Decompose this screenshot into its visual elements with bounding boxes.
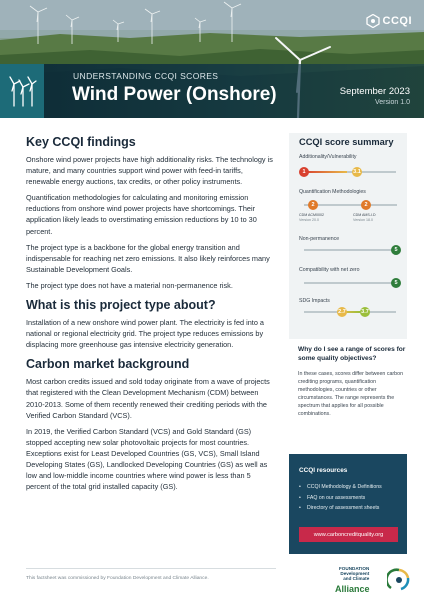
resource-link[interactable]: • FAQ on our assessments (299, 494, 366, 501)
resources-list (299, 482, 382, 514)
logo-text: CCQI (382, 15, 412, 27)
score-range-fill (304, 171, 347, 173)
method-label: CDM AMS-I.D Version 18.0 (353, 213, 376, 222)
ccqi-logo (366, 14, 413, 28)
footer-note: This factsheet was commissioned by Foundation Development and Climate Alliance. (26, 576, 209, 581)
score-dot: 3.1 (353, 169, 361, 175)
footer-divider (26, 568, 276, 569)
partner-logo-icon (387, 566, 411, 592)
partner-logo-name: Alliance (335, 584, 370, 594)
score-dot: 3.7 (361, 309, 369, 315)
score-row-label: Quantification Methodologies (299, 189, 366, 195)
score-summary-panel (289, 133, 407, 339)
website-link-button[interactable]: www.carboncreditquality.org (299, 527, 398, 542)
publication-date: September 2023 (339, 86, 410, 97)
score-row-label: Additionality/Vulnerability (299, 154, 357, 160)
wind-turbine-icon (0, 64, 44, 118)
main-content (26, 135, 274, 497)
resources-title: CCQI resources (299, 467, 348, 474)
section-heading-market-background: Carbon market background (26, 357, 190, 372)
score-track (304, 311, 396, 313)
paragraph: In 2019, the Verified Carbon Standard (VCS) and Gold Standard (GS) stopped accepting new solar photovoltaic projects for most countries. Exceptions exist for Least Developed Countries (GS, VCS), Small Island Developing States (GS), Landlocked Developing Countries (GS) as well as low and low-middle income countries where wind power is less than 5 percent of the total grid installed capacity (GS). (26, 426, 268, 492)
page-kicker: UNDERSTANDING CCQI SCORES (73, 71, 219, 81)
score-dot: 2.7 (338, 309, 346, 315)
paragraph: Onshore wind power projects have high additionality risks. The technology is mature, and many countries support wind power with feed-in tariffs, renewable energy auctions, tax credits, or other policy instruments. (26, 155, 273, 187)
score-dot: 2 (308, 200, 318, 210)
paragraph: Quantification methodologies for calculating and monitoring emission reductions from onshore wind power projects have shortcomings. Their application likely leads to overstimating emission reductions by 10 to 30 percent. (26, 193, 257, 236)
paragraph: The project type does not have a material non-permanence risk. (26, 280, 233, 290)
paragraph: The project type is a backbone for the global energy transition and indispensable for reaching net zero emissions. It also likely reinforces many Sustainable Development Goals. (26, 242, 270, 274)
score-dot: 1 (299, 167, 309, 177)
score-row-label: SDG Impacts (299, 298, 330, 304)
resources-box (289, 454, 407, 554)
page-title: Wind Power (Onshore) (72, 84, 277, 105)
score-dot: 5 (391, 278, 401, 288)
resource-link[interactable]: • CCQI Methodology & Definitions (299, 484, 382, 490)
score-row-label: Non-permanence (299, 236, 340, 242)
score-row-label: Compatibility with net zero (299, 267, 360, 273)
score-dot: 2 (361, 200, 371, 210)
resource-link[interactable]: • Directory of assessment sheets (299, 505, 380, 511)
score-summary-title: CCQI score summary (299, 137, 394, 147)
faq-question: Why do I see a range of scores for some quality objectives? (298, 346, 406, 362)
score-track (304, 171, 396, 173)
method-label: CDM ACM0002 Version 20.0 (299, 213, 324, 222)
version-label: Version 1.0 (374, 99, 410, 106)
ccqi-logo-icon (366, 14, 380, 28)
partner-logo-text: FOUNDATION Development and Climate (339, 566, 370, 581)
section-heading-project-type: What is this project type about? (26, 298, 216, 313)
section-heading-key-findings: Key CCQI findings (26, 135, 136, 149)
score-track (304, 282, 396, 284)
score-dot: 5 (391, 245, 401, 255)
paragraph: Installation of a new onshore wind power plant. The electricity is fed into a national or regional electricity grid. The project type reduces emissions by displacing more greenhouse gas intensive electricity generation. (26, 318, 264, 350)
paragraph: Most carbon credits issued and sold today originate from a wave of projects that registered with the Clean Development Mechanism (CDM) between 2010-2013. Some of them recently renewed their crediting periods with the Verified Carbon Standard (VCS). (26, 377, 270, 420)
faq-answer: In these cases, scores differ between carbon crediting programs, quantification methodologies, countries or other circumstances. The range represents the spectrum that applies for all possible combinations. (298, 371, 404, 418)
score-track (304, 249, 396, 251)
